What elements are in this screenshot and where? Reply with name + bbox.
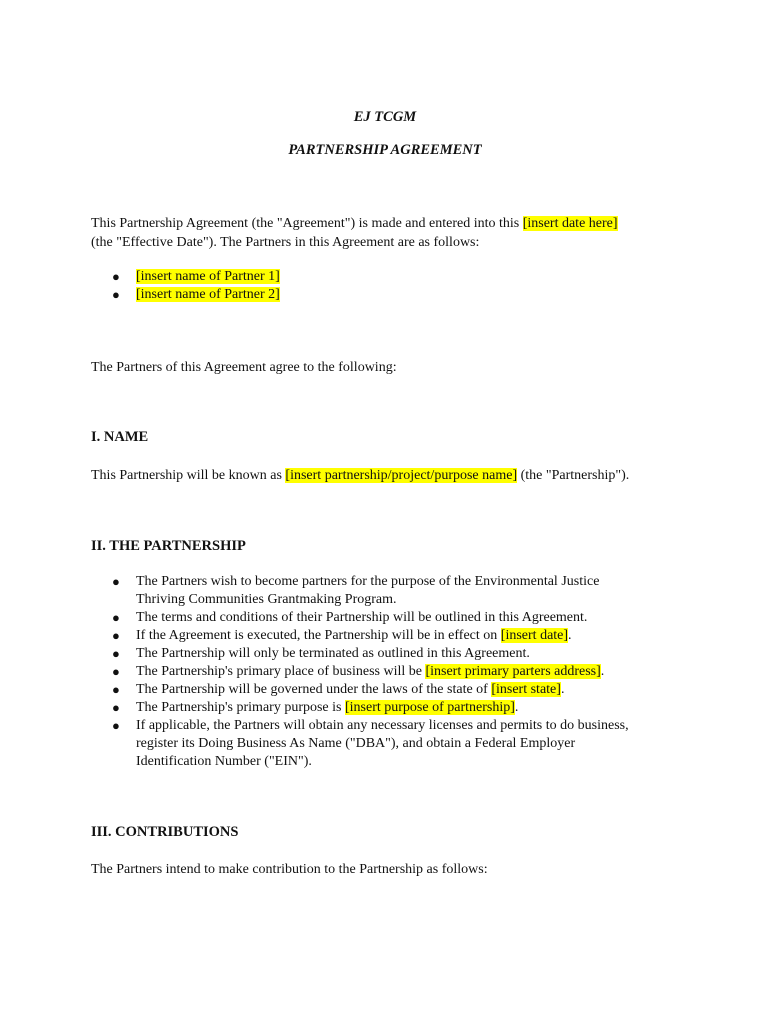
list-item-text: The terms and conditions of their Partnership will be outlined in this Agreement. [136, 610, 588, 625]
list-item [0, 681, 660, 699]
document-org-title: EJ TCGM [353, 109, 417, 125]
list-item [0, 717, 660, 771]
intro-paragraph [91, 214, 691, 252]
intro-text-line2: (the "Effective Date"). The Partners in this Agreement are as follows: [91, 235, 480, 250]
list-item-text: The Partnership's primary place of business will be [136, 664, 426, 679]
contributions-paragraph: The Partners intend to make contribution to the Partnership as follows: [91, 862, 488, 877]
partnership-name-placeholder[interactable]: [insert partnership/project/purpose name] [285, 468, 518, 483]
bullet-icon: ● [112, 646, 120, 661]
list-item-text: register its Doing Business As Name ("DBA"), and obtain a Federal Employer [136, 736, 576, 751]
list-item-text: . [568, 628, 572, 643]
list-item-text: If applicable, the Partners will obtain any necessary licenses and permits to do business, [136, 718, 629, 733]
date-placeholder[interactable]: [insert date here] [522, 216, 618, 231]
partner-name-placeholder[interactable]: [insert name of Partner 1] [136, 269, 280, 284]
list-item [0, 286, 660, 304]
bullet-icon: ● [112, 700, 120, 715]
bullet-icon: ● [112, 574, 120, 589]
bullet-icon: ● [112, 610, 120, 625]
list-item [0, 627, 660, 645]
list-item-text: Thriving Communities Grantmaking Program. [136, 592, 397, 607]
bullet-icon: ● [112, 718, 120, 733]
bullet-icon: ● [112, 287, 120, 302]
list-item-text: If the Agreement is executed, the Partnership will be in effect on [136, 628, 501, 643]
effective-date-placeholder[interactable]: [insert date] [500, 628, 569, 643]
partners-list [0, 268, 660, 304]
list-item-text: The Partnership will only be terminated as outlined in this Agreement. [136, 646, 530, 661]
address-placeholder[interactable]: [insert primary parters address] [425, 664, 601, 679]
list-item [0, 645, 660, 663]
bullet-icon: ● [112, 682, 120, 697]
document-title: PARTNERSHIP AGREEMENT [288, 142, 482, 158]
list-item-text: . [600, 664, 605, 679]
section-heading-contributions: III. CONTRIBUTIONS [91, 824, 239, 840]
agree-paragraph: The Partners of this Agreement agree to the following: [91, 360, 397, 375]
list-item-text: The Partnership will be governed under the laws of the state of [136, 682, 492, 697]
list-item [0, 699, 660, 717]
state-placeholder[interactable]: [insert state] [491, 682, 561, 697]
section-name-paragraph [91, 466, 731, 485]
section-heading-partnership: II. THE PARTNERSHIP [91, 538, 246, 554]
list-item [0, 573, 660, 609]
list-item-text: Identification Number ("EIN"). [136, 754, 312, 769]
partnership-terms-list [0, 573, 660, 771]
section-heading-name: I. NAME [91, 429, 149, 445]
bullet-icon: ● [112, 664, 120, 679]
partner-name-placeholder[interactable]: [insert name of Partner 2] [136, 287, 280, 302]
purpose-placeholder[interactable]: [insert purpose of partnership] [344, 700, 515, 715]
intro-text: This Partnership Agreement (the "Agreement") is made and entered into this [91, 216, 523, 231]
list-item-text: The Partnership's primary purpose is [136, 700, 345, 715]
bullet-icon: ● [112, 628, 120, 643]
list-item-text: The Partners wish to become partners for the purpose of the Environmental Justice [136, 574, 600, 589]
list-item [0, 268, 660, 286]
section-name-text: This Partnership will be known as [91, 468, 286, 483]
list-item-text: . [514, 700, 519, 715]
list-item [0, 609, 660, 627]
list-item-text: . [560, 682, 565, 697]
list-item [0, 663, 660, 681]
bullet-icon: ● [112, 269, 120, 284]
section-name-text-end: (the "Partnership"). [517, 468, 630, 483]
